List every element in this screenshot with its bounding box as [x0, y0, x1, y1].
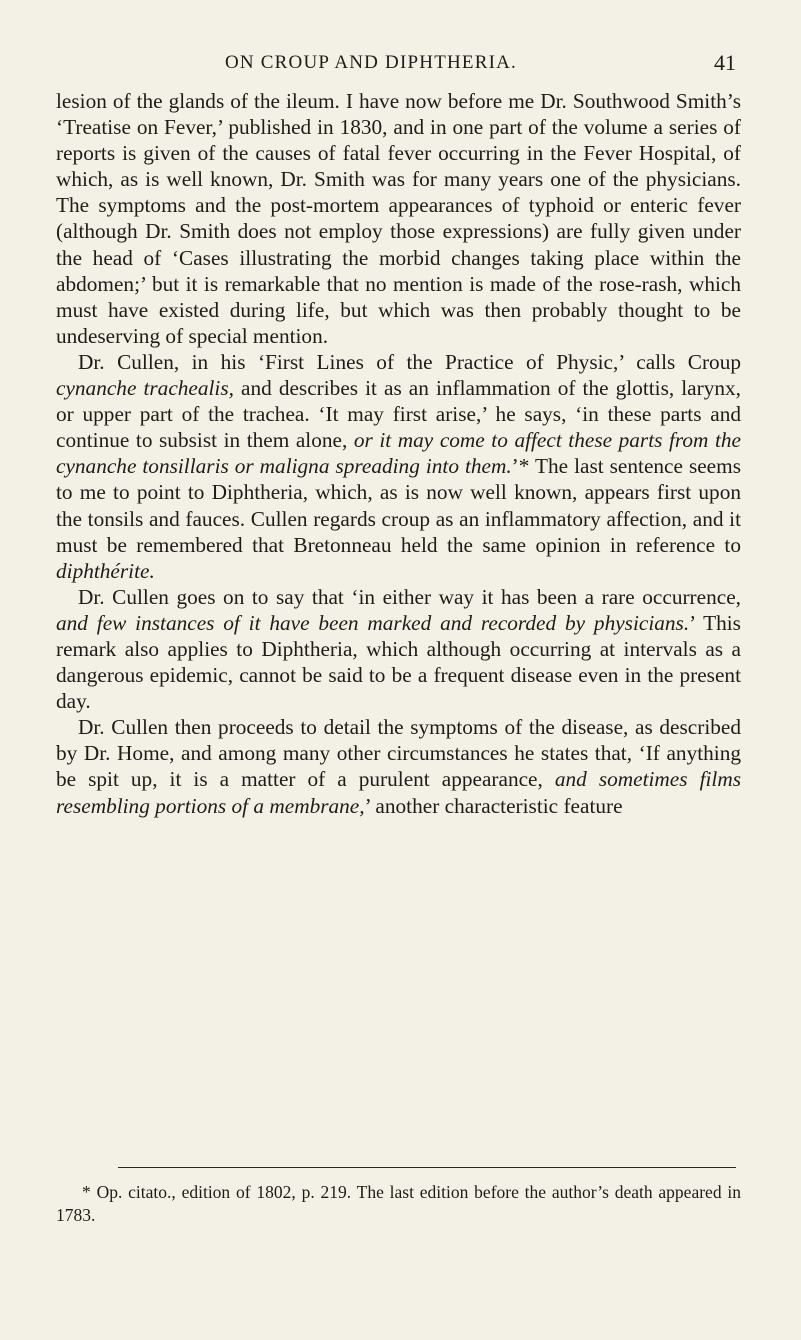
italic-text: and sometimes films resembling portions of a membrane,	[56, 767, 741, 818]
italic-text: cynanche trachealis,	[56, 376, 234, 401]
text-run: ’ another characteristic feature	[364, 793, 623, 818]
paragraph	[56, 714, 741, 818]
text-run: and describes it as an inflammation of the glottis, larynx, or upper part of the trachea. ‘It may first arise,’ he says, ‘in these parts and continue to subsist in them alone,	[56, 376, 741, 453]
text-run: Dr. Cullen, in his ‘First Lines of the Practice of Physic,’ calls Croup	[78, 349, 741, 374]
page-number: 41	[714, 50, 736, 75]
page-header	[225, 52, 736, 82]
text-run: Dr. Cullen goes on to say that ‘in either way it has been a rare occurrence,	[78, 584, 741, 609]
footnote-rule	[118, 1167, 736, 1168]
text-run: lesion of the glands of the ileum. I have now before me Dr. Southwood Smith’s ‘Treatise on Fever,’ published in 1830, and in one part of the volume a series of reports is given of the causes of fatal fever occurring in the Fever Hospital, of which, as is well known, Dr. Smith was for many years one of the physicians. The symptoms and the post-mortem appearances of typhoid or enteric fever (although Dr. Smith does not employ those expressions) are fully given under the head of ‘Cases illustrating the morbid changes taking place within the abdomen;’ but it is remarkable that no mention is made of the rose-rash, which must have existed during life, but which was then probably thought to be undeserving of special mention.	[56, 89, 741, 348]
footnote-text: * Op. citato., edition of 1802, p. 219. The last edition before the author’s death appeared in 1783.	[56, 1182, 741, 1225]
italic-text: or it may come to affect these parts from the cynanche tonsillaris or maligna spreading into them.	[56, 428, 742, 479]
text-run: Dr. Cullen then proceeds to detail the symptoms of the disease, as described by Dr. Home, and among many other circumstances he states that, ‘If anything be spit up, it is a matter of a purulent appearance,	[56, 715, 741, 792]
text-run: ’* The last sentence seems to me to point to Diphtheria, which, as is now well known, appears first upon the tonsils and fauces. Cullen regards croup as an inflammatory affection, and it must be remembered that Bretonneau held the same opinion in reference to	[56, 454, 741, 557]
italic-text: and few instances of it have been marked and recorded by physicians.	[56, 610, 690, 635]
body-text	[56, 88, 741, 819]
paragraph	[56, 349, 741, 584]
footnote	[56, 1181, 741, 1227]
running-head: ON CROUP AND DIPHTHERIA.	[225, 52, 517, 73]
paragraph	[56, 88, 741, 349]
italic-text: diphthérite.	[56, 558, 155, 583]
text-run: ’ This remark also applies to Diphtheria, which although occurring at intervals as a dangerous epidemic, cannot be said to be a frequent disease even in the present day.	[56, 610, 741, 714]
paragraph	[56, 584, 741, 714]
